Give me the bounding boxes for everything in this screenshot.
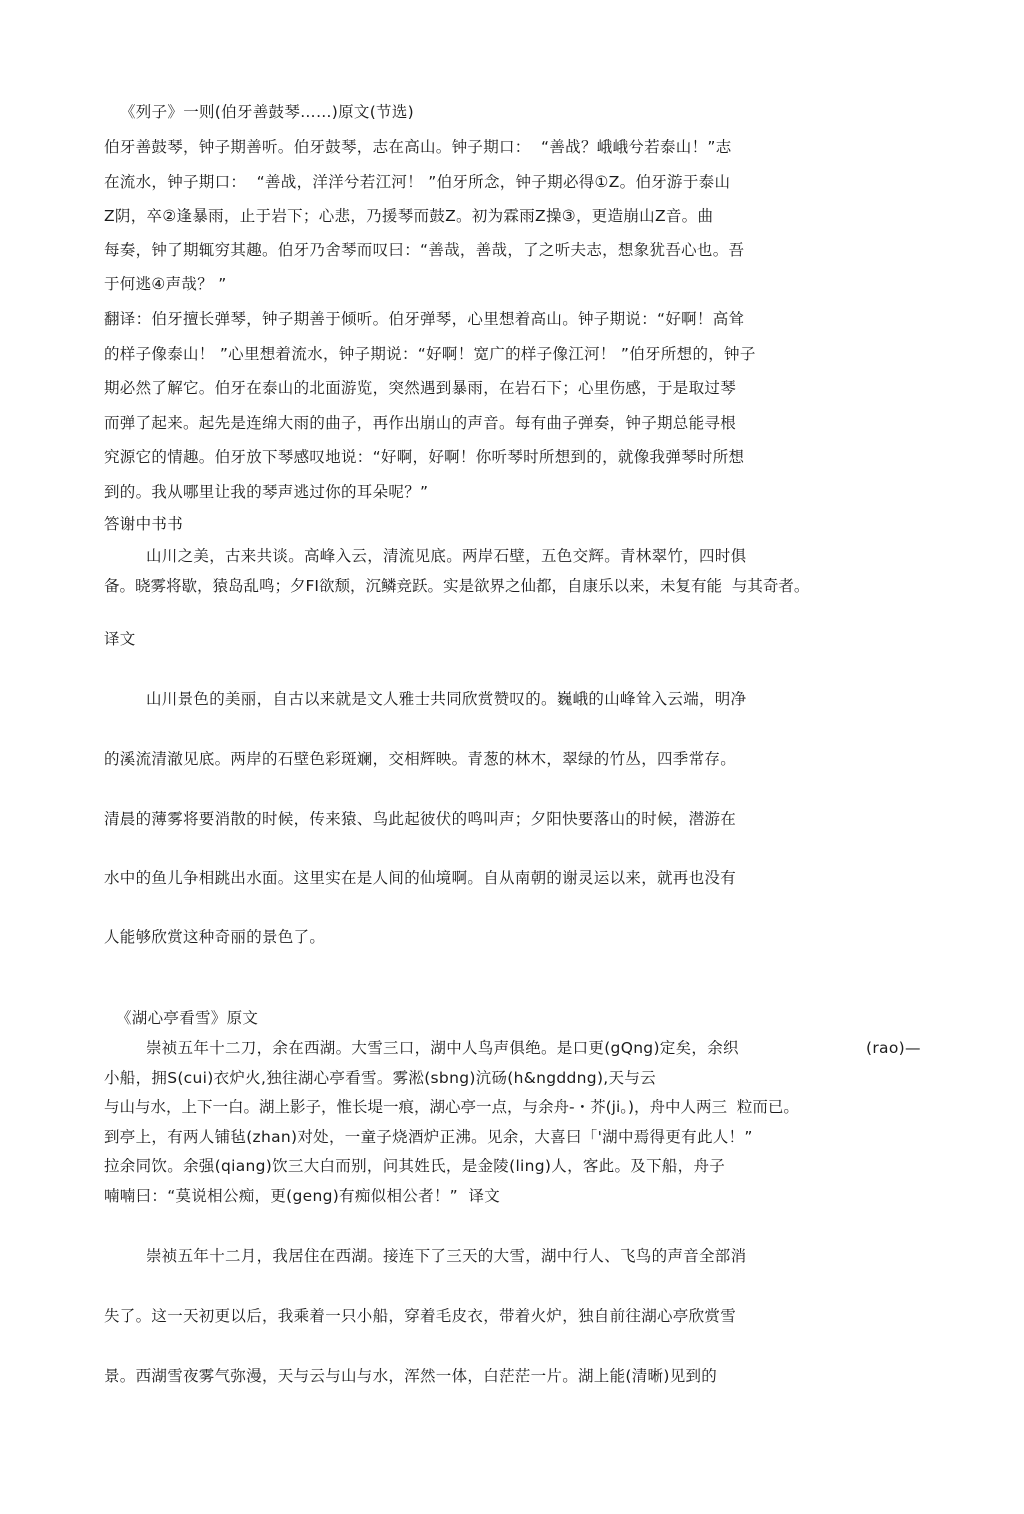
liezi-original-line: 在流水，钟子期口： “善战，洋洋兮若江河！ ”伯牙所念，钟子期必得①Z。伯牙游于泰山	[104, 173, 731, 191]
liezi-original-line: 于何逃④声哉？ ”	[104, 275, 227, 293]
hxt-original-line: 小船，拥S(cui)衣炉火,独往湖心亭看雪。雾淞(sbng)沆砀(h&ngddng),天与云	[104, 1069, 656, 1087]
hxt-translation-line: 景。西湖雪夜雾气弥漫，天与云与山与水，浑然一体，白茫茫一片。湖上能(清晰)见到的	[104, 1367, 718, 1385]
hxt-original-line: 崇祯五年十二刀，余在西湖。大雪三口，湖中人鸟声俱绝。是口更(gQng)定矣，余织	[146, 1039, 739, 1057]
dxs-translation-label: 译文	[104, 630, 136, 648]
hxt-original-line: 到亭上，有两人铺毡(zhan)对处，一童子烧酒炉正沸。见余，大喜曰「'湖中焉得更有此人！”	[104, 1128, 753, 1146]
liezi-translation-line: 期必然了解它。伯牙在泰山的北面游览，突然遇到暴雨，在岩石下；心里伤感，于是取过琴	[104, 379, 737, 397]
hxt-original-line: (rao)—	[866, 1039, 921, 1057]
hxt-original-line: 与山与水，上下一白。湖上影子，惟长堤一痕，湖心亭一点，与余舟-・芥(ji。)，舟中人两三 粒而已。	[104, 1098, 799, 1116]
dxs-translation-line: 水中的鱼儿争相跳出水面。这里实在是人间的仙境啊。自从南朝的谢灵运以来，就再也没有	[104, 869, 737, 887]
dxs-translation-line: 人能够欣赏这种奇丽的景色了。	[104, 928, 326, 946]
liezi-translation-line: 到的。我从哪里让我的琴声逃过你的耳朵呢？”	[104, 483, 429, 501]
hxt-translation-line: 失了。这一天初更以后，我乘着一只小船，穿着毛皮衣，带着火炉，独自前往湖心亭欣赏雪	[104, 1307, 737, 1325]
hxt-original-line: 拉余同饮。余强(qiang)饮三大白而别，问其姓氏，是金陵(ling)人，客此。及下船，舟子	[104, 1157, 726, 1175]
liezi-original-line: 伯牙善鼓琴，钟子期善听。伯牙鼓琴，志在高山。钟子期口： “善战？峨峨兮若泰山！”志	[104, 138, 732, 156]
hxt-title: 《湖心亭看雪》原文	[116, 1009, 259, 1027]
liezi-original-line: Z阴，卒②逢暴雨，止于岩下；心悲，乃援琴而鼓Z。初为霖雨Z操③，更造崩山Z音。曲	[104, 207, 714, 225]
liezi-title: 《列子》一则(伯牙善鼓琴……)原文(节选)	[120, 103, 414, 121]
dxs-title: 答谢中书书	[104, 515, 184, 533]
dxs-original-line: 备。晓雾将歇，猿岛乱鸣；夕FI欲颓，沉鳞竞跃。实是欲界之仙都，自康乐以来，未复有能 与其奇者。	[104, 577, 810, 595]
liezi-translation-line: 究源它的情趣。伯牙放下琴感叹地说：“好啊，好啊！你听琴时所想到的，就像我弹琴时所想	[104, 448, 745, 466]
liezi-translation-line: 的样子像泰山！ ”心里想着流水，钟子期说：“好啊！宽广的样子像江河！ ”伯牙所想的，钟子	[104, 345, 756, 363]
liezi-translation-line: 翻译：伯牙擅长弹琴，钟子期善于倾听。伯牙弹琴，心里想着高山。钟子期说：“好啊！高耸	[104, 310, 745, 328]
dxs-translation-line: 的溪流清澈见底。两岸的石壁色彩斑斓，交相辉映。青葱的林木，翠绿的竹丛，四季常存。	[104, 750, 737, 768]
hxt-original-line: 喃喃曰：“莫说相公痴，更(geng)有痴似相公者！” 译文	[104, 1187, 501, 1205]
dxs-translation-line: 清晨的薄雾将要消散的时候，传来猿、鸟此起彼伏的鸣叫声；夕阳快要落山的时候，潜游在	[104, 810, 737, 828]
liezi-original-line: 每奏，钟了期辄穷其趣。伯牙乃舍琴而叹曰：“善哉，善哉，了之听夫志，想象犹吾心也。吾	[104, 241, 745, 259]
dxs-translation-line: 山川景色的美丽，自古以来就是文人雅士共同欣赏赞叹的。巍峨的山峰耸入云端，明净	[146, 690, 747, 708]
dxs-original-line: 山川之美，古来共谈。高峰入云，清流见底。两岸石壁，五色交辉。青林翠竹，四时俱	[146, 547, 747, 565]
hxt-translation-line: 崇祯五年十二月，我居住在西湖。接连下了三天的大雪，湖中行人、飞鸟的声音全部消	[146, 1247, 747, 1265]
liezi-translation-line: 而弹了起来。起先是连绵大雨的曲子，再作出崩山的声音。每有曲子弹奏，钟子期总能寻根	[104, 414, 737, 432]
